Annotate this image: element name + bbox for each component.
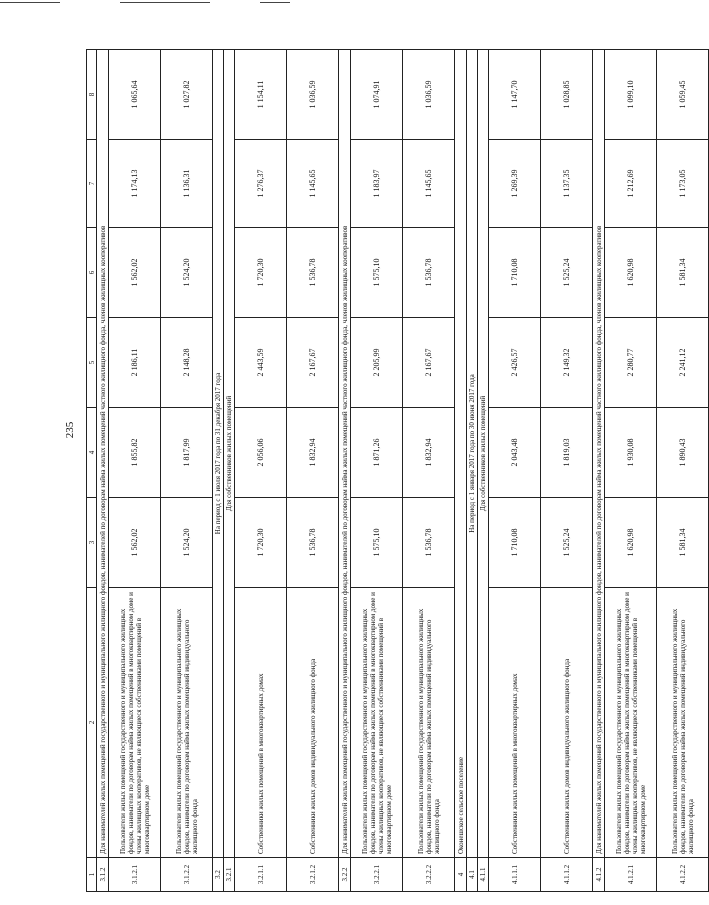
period-caption: На период с 1 июля 2017 года по 31 декабря 2017 года bbox=[213, 50, 224, 858]
tariff-value: 1 832,94 bbox=[403, 408, 455, 498]
tariff-value: 1 536,78 bbox=[287, 228, 339, 318]
tariff-value: 1 137,35 bbox=[541, 140, 593, 228]
table-row bbox=[489, 50, 541, 892]
table-row bbox=[287, 50, 339, 892]
tariff-value: 1 575,10 bbox=[351, 228, 403, 318]
tariff-value: 1 059,45 bbox=[657, 50, 709, 140]
row-code: 3.2.2.1 bbox=[351, 858, 403, 892]
table-row bbox=[605, 50, 657, 892]
table-row bbox=[657, 50, 709, 892]
tariff-value: 1 524,20 bbox=[161, 228, 213, 318]
column-number: 6 bbox=[87, 228, 97, 318]
tariff-table-wrapper bbox=[86, 50, 695, 892]
tariff-value: 1 173,05 bbox=[657, 140, 709, 228]
tariff-value: 1 524,20 bbox=[161, 498, 213, 588]
table-row bbox=[467, 50, 478, 892]
tariff-value: 1 581,34 bbox=[657, 228, 709, 318]
table-row bbox=[97, 50, 109, 892]
tariff-value: 1 871,26 bbox=[351, 408, 403, 498]
section-caption: Для нанимателей жилых помещений государственного и муниципального жилищного фондов, нанимателей по договорам найма жилых помещений частного жилищного фонда, членов жилищных кооперативов bbox=[339, 50, 351, 858]
tariff-value: 1 536,78 bbox=[403, 498, 455, 588]
rotated-page bbox=[86, 50, 695, 892]
tariff-value: 2 056,06 bbox=[235, 408, 287, 498]
row-description: Собственники жилых домов индивидуального жилищного фонда bbox=[287, 588, 339, 858]
tariff-value: 1 855,82 bbox=[109, 408, 161, 498]
row-code: 4.1.1 bbox=[478, 858, 489, 892]
table-row bbox=[478, 50, 489, 892]
row-code: 3.2.2 bbox=[339, 858, 351, 892]
tariff-value: 1 890,43 bbox=[657, 408, 709, 498]
tariff-value: 2 149,32 bbox=[541, 318, 593, 408]
tariff-value: 1 817,99 bbox=[161, 408, 213, 498]
table-row bbox=[339, 50, 351, 892]
row-code: 4.1.2.2 bbox=[657, 858, 709, 892]
column-number: 1 bbox=[87, 858, 97, 892]
row-description: Собственники жилых домов индивидуального жилищного фонда bbox=[541, 588, 593, 858]
tariff-value: 1 562,02 bbox=[109, 498, 161, 588]
tariff-value: 1 099,10 bbox=[605, 50, 657, 140]
table-row bbox=[213, 50, 224, 892]
row-description: Пользователи жилых помещений государственного и муниципального жилищных фондов, наниматели по договорам найма жилых помещений в многоквартирном доме и члены жилищных кооперативов, не являющиеся собственниками помещений в многоквартирном доме bbox=[109, 588, 161, 858]
column-number: 3 bbox=[87, 498, 97, 588]
tariff-value: 1 028,85 bbox=[541, 50, 593, 140]
column-number: 2 bbox=[87, 588, 97, 858]
page-number: 235 bbox=[64, 421, 76, 439]
section-caption: Для нанимателей жилых помещений государственного и муниципального жилищного фондов, нанимателей по договорам найма жилых помещений частного жилищного фонда, членов жилищных кооперативов bbox=[97, 50, 109, 858]
tariff-value: 1 930,08 bbox=[605, 408, 657, 498]
scan-edge bbox=[0, 0, 640, 6]
table-row bbox=[403, 50, 455, 892]
tariff-value: 1 212,69 bbox=[605, 140, 657, 228]
row-description: Пользователи жилых помещений государственного и муниципального жилищных фондов, наниматели по договорам найма жилых помещений в многоквартирном доме и члены жилищных кооперативов, не являющиеся собственниками помещений в многоквартирном доме bbox=[351, 588, 403, 858]
tariff-value: 2 280,77 bbox=[605, 318, 657, 408]
row-code: 3.2.1.1 bbox=[235, 858, 287, 892]
period-caption: Для собственников жилых помещений bbox=[478, 50, 489, 858]
table-row bbox=[351, 50, 403, 892]
table-row bbox=[235, 50, 287, 892]
tariff-value: 1 620,98 bbox=[605, 498, 657, 588]
tariff-value: 1 154,11 bbox=[235, 50, 287, 140]
tariff-value: 1 269,39 bbox=[489, 140, 541, 228]
tariff-value: 2 241,12 bbox=[657, 318, 709, 408]
tariff-value: 1 536,78 bbox=[403, 228, 455, 318]
tariff-value: 1 832,94 bbox=[287, 408, 339, 498]
tariff-value: 2 426,57 bbox=[489, 318, 541, 408]
row-code: 4.1.1.1 bbox=[489, 858, 541, 892]
tariff-value: 1 819,03 bbox=[541, 408, 593, 498]
column-number: 5 bbox=[87, 318, 97, 408]
row-code: 4.1.1.2 bbox=[541, 858, 593, 892]
section-caption: Оконешское сельское поселение bbox=[455, 50, 467, 858]
row-code: 4.1 bbox=[467, 858, 478, 892]
row-code: 4.1.2.1 bbox=[605, 858, 657, 892]
tariff-value: 2 167,67 bbox=[403, 318, 455, 408]
tariff-value: 1 136,31 bbox=[161, 140, 213, 228]
row-description: Пользователи жилых помещений государственного и муниципального жилищных фондов, наниматели по договорам найма жилых помещений индивидуального жилищного фонда bbox=[161, 588, 213, 858]
tariff-value: 2 043,48 bbox=[489, 408, 541, 498]
period-caption: На период с 1 января 2017 года по 30 июня 2017 года bbox=[467, 50, 478, 858]
tariff-value: 1 620,98 bbox=[605, 228, 657, 318]
row-code: 3.2.1.2 bbox=[287, 858, 339, 892]
tariff-value: 1 525,24 bbox=[541, 228, 593, 318]
row-description: Собственники жилых помещений в многоквартирных домах bbox=[489, 588, 541, 858]
row-code: 3.2.1 bbox=[224, 858, 235, 892]
tariff-value: 2 443,59 bbox=[235, 318, 287, 408]
tariff-value: 2 186,11 bbox=[109, 318, 161, 408]
tariff-value: 2 148,28 bbox=[161, 318, 213, 408]
tariff-value: 2 167,67 bbox=[287, 318, 339, 408]
tariff-value: 1 581,34 bbox=[657, 498, 709, 588]
table-row bbox=[109, 50, 161, 892]
table-row bbox=[224, 50, 235, 892]
tariff-value: 1 720,30 bbox=[235, 228, 287, 318]
tariff-value: 1 145,65 bbox=[403, 140, 455, 228]
tariff-value: 1 276,37 bbox=[235, 140, 287, 228]
row-code: 3.2.2.2 bbox=[403, 858, 455, 892]
tariff-value: 1 720,30 bbox=[235, 498, 287, 588]
tariff-table bbox=[86, 49, 709, 892]
tariff-value: 1 710,08 bbox=[489, 498, 541, 588]
row-code: 3.1.2.1 bbox=[109, 858, 161, 892]
tariff-value: 1 147,70 bbox=[489, 50, 541, 140]
column-number: 7 bbox=[87, 140, 97, 228]
tariff-value: 1 183,97 bbox=[351, 140, 403, 228]
tariff-value: 1 174,13 bbox=[109, 140, 161, 228]
tariff-value: 1 525,24 bbox=[541, 498, 593, 588]
tariff-value: 1 036,59 bbox=[287, 50, 339, 140]
period-caption: Для собственников жилых помещений bbox=[224, 50, 235, 858]
row-description: Пользователи жилых помещений государственного и муниципального жилищных фондов, наниматели по договорам найма жилых помещений индивидуального жилищного фонда bbox=[657, 588, 709, 858]
row-code: 3.1.2 bbox=[97, 858, 109, 892]
tariff-value: 1 065,64 bbox=[109, 50, 161, 140]
tariff-value: 1 562,02 bbox=[109, 228, 161, 318]
tariff-value: 1 145,65 bbox=[287, 140, 339, 228]
tariff-value: 1 536,78 bbox=[287, 498, 339, 588]
row-code: 3.1.2.2 bbox=[161, 858, 213, 892]
tariff-value: 1 710,08 bbox=[489, 228, 541, 318]
table-row bbox=[541, 50, 593, 892]
section-caption: Для нанимателей жилых помещений государственного и муниципального жилищного фондов, нанимателей по договорам найма жилых помещений частного жилищного фонда, членов жилищных кооперативов bbox=[593, 50, 605, 858]
table-row bbox=[161, 50, 213, 892]
column-number-row bbox=[87, 50, 97, 892]
table-row bbox=[593, 50, 605, 892]
row-description: Пользователи жилых помещений государственного и муниципального жилищных фондов, наниматели по договорам найма жилых помещений в многоквартирном доме и члены жилищных кооперативов, не являющиеся собственниками помещений в многоквартирном доме bbox=[605, 588, 657, 858]
row-code: 4.1.2 bbox=[593, 858, 605, 892]
column-number: 8 bbox=[87, 50, 97, 140]
row-code: 4 bbox=[455, 858, 467, 892]
column-number: 4 bbox=[87, 408, 97, 498]
tariff-value: 1 027,82 bbox=[161, 50, 213, 140]
row-description: Пользователи жилых помещений государственного и муниципального жилищных фондов, наниматели по договорам найма жилых помещений индивидуального жилищного фонда bbox=[403, 588, 455, 858]
row-description: Собственники жилых помещений в многоквартирных домах bbox=[235, 588, 287, 858]
tariff-value: 1 036,59 bbox=[403, 50, 455, 140]
table-row bbox=[455, 50, 467, 892]
row-code: 3.2 bbox=[213, 858, 224, 892]
tariff-value: 1 575,10 bbox=[351, 498, 403, 588]
tariff-value: 1 074,91 bbox=[351, 50, 403, 140]
tariff-value: 2 205,99 bbox=[351, 318, 403, 408]
